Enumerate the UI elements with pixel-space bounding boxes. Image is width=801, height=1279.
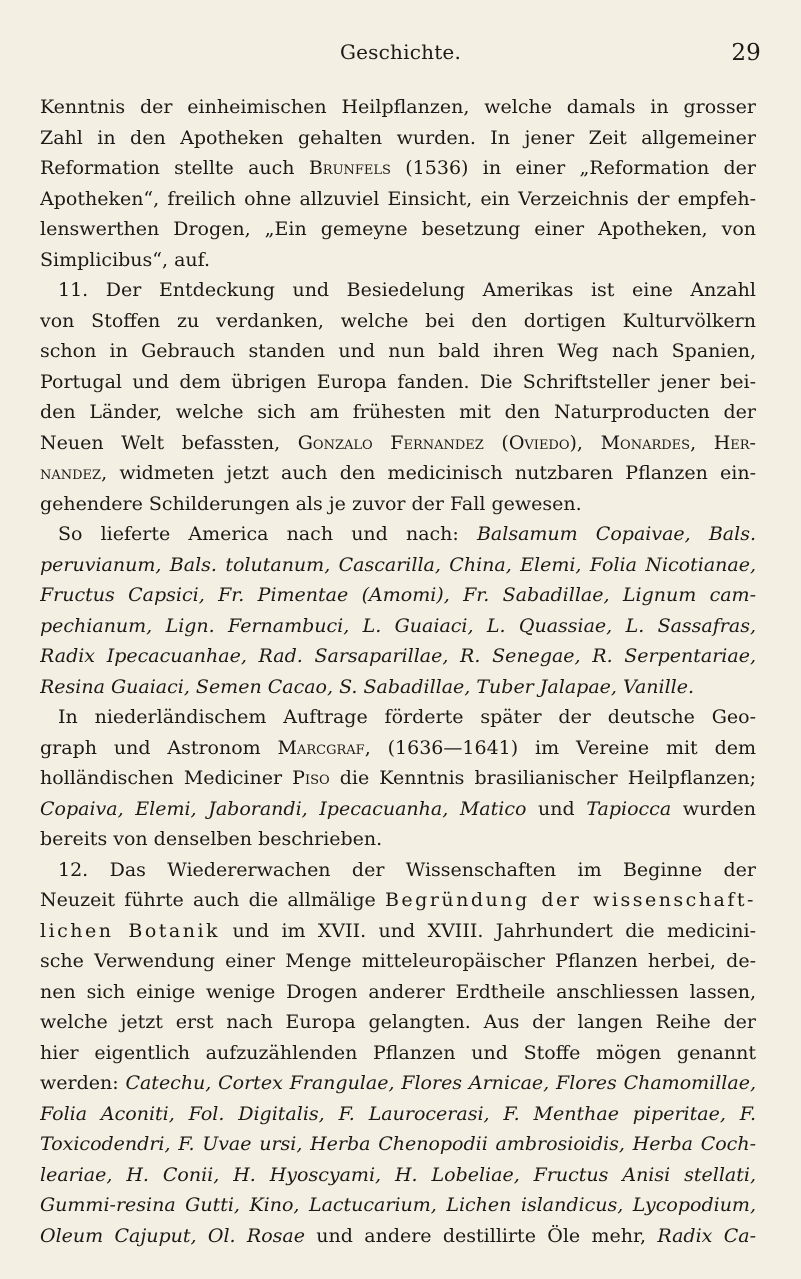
text-line	[40, 458, 756, 489]
text-run: ,	[690, 431, 714, 454]
italic-text: pechianum, Lign. Fernambuci, L. Guaiaci, L. Quassiae, L. Sassafras,	[40, 614, 756, 637]
spaced-emphasis: lichen Botanik	[40, 919, 221, 942]
text-line	[40, 123, 756, 154]
author-name: Oviedo	[508, 431, 570, 454]
text-line	[40, 672, 756, 703]
text-run: Kenntnis der einheimischen Heilpflanzen, welche damals in grosser	[40, 96, 756, 118]
text-line	[40, 428, 756, 459]
text-run: , widmeten jetzt auch den medicinisch nutzbaren Pflanzen ein-	[101, 462, 756, 484]
text-run: wurden	[671, 797, 756, 820]
page-number: 29	[731, 40, 761, 66]
author-name: Marcgraf	[277, 736, 365, 759]
text-line	[40, 214, 756, 245]
text-run: den Länder, welche sich am frühesten mit den Naturproducten der	[40, 401, 756, 423]
text-line	[40, 489, 756, 520]
text-line	[40, 1221, 756, 1252]
text-run: und andere destillirte Öle mehr,	[304, 1224, 658, 1247]
text-line	[40, 275, 756, 306]
author-name: Monardes	[600, 431, 691, 454]
text-line	[40, 641, 756, 672]
text-line	[40, 885, 756, 916]
body-text	[40, 92, 756, 1251]
text-line	[40, 336, 756, 367]
text-line	[40, 550, 756, 581]
italic-text: Radix Ipecacuanhae, Rad. Sarsaparillae, R. Senegae, R. Serpentariae,	[40, 645, 756, 667]
text-run: welche jetzt erst nach Europa gelangten. Aus der langen Reihe der	[40, 1011, 756, 1033]
text-line	[40, 824, 756, 855]
text-run: Neuen Welt befassten,	[40, 431, 298, 454]
text-run: bereits von denselben beschrieben.	[40, 828, 383, 850]
text-line	[40, 367, 756, 398]
italic-text: Catechu, Cortex Frangulae, Flores Arnicae, Flores Chamomillae,	[125, 1072, 756, 1094]
italic-text: leariae, H. Conii, H. Hyoscyami, H. Lobeliae, Fructus Anisi stellati,	[40, 1163, 756, 1186]
text-run: und	[526, 797, 587, 820]
text-run: , (1636—1641) im Vereine mit dem	[364, 736, 756, 759]
spaced-emphasis: Begründung der wissenschaft-	[384, 889, 756, 911]
text-line	[40, 611, 756, 642]
text-line	[40, 946, 756, 977]
italic-text: peruvianum, Bals. tolutanum, Cascarilla, China, Elemi, Folia Nicotianae,	[40, 553, 756, 576]
text-line	[40, 92, 756, 123]
text-run: graph und Astronom	[40, 736, 278, 759]
text-run: Neuzeit führte auch die allmälige	[40, 889, 385, 911]
text-run: Zahl in den Apotheken gehalten wurden. In jener Zeit allgemeiner	[40, 126, 756, 149]
text-line	[40, 763, 756, 794]
text-line	[40, 977, 756, 1008]
author-name: Her-	[713, 431, 756, 454]
text-line	[40, 153, 756, 184]
text-line	[40, 245, 756, 276]
text-run: die Kenntnis brasilianischer Heilpflanzen;	[329, 767, 756, 789]
italic-text: Resina Guaiaci, Semen Cacao, S. Sabadillae, Tuber Jalapae, Vanille.	[40, 675, 695, 698]
text-run: 12. Das Wiedererwachen der Wissenschaften im Beginne der	[58, 858, 756, 881]
text-run: gehendere Schilderungen als je zuvor der Fall gewesen.	[40, 492, 582, 515]
text-line	[40, 733, 756, 764]
text-line	[40, 1160, 756, 1191]
text-run: Apotheken“, freilich ohne allzuviel Einsicht, ein Verzeichnis der empfeh-	[40, 187, 756, 210]
text-run: lenswerthen Drogen, „Ein gemeyne besetzung einer Apotheken, von	[40, 218, 756, 240]
author-name: Piso	[292, 767, 330, 789]
italic-text: Fructus Capsici, Fr. Pimentae (Amomi), Fr. Sabadillae, Lignum cam-	[40, 584, 756, 606]
italic-text: Folia Aconiti, Fol. Digitalis, F. Laurocerasi, F. Menthae piperitae, F.	[40, 1102, 756, 1125]
text-run: werden:	[40, 1072, 126, 1094]
text-line	[40, 916, 756, 947]
text-run: ),	[569, 431, 601, 454]
running-title: Geschichte.	[339, 40, 462, 64]
text-run: Simplicibus“, auf.	[40, 248, 211, 271]
author-name: Gonzalo Fernandez	[297, 431, 484, 454]
text-run: 11. Der Entdeckung und Besiedelung Amerikas ist eine Anzahl	[58, 279, 756, 301]
italic-text: Radix Ca-	[657, 1224, 756, 1247]
text-line	[40, 519, 756, 550]
text-run: In niederländischem Auftrage förderte später der deutsche Geo-	[58, 706, 756, 728]
italic-text: Copaiva, Elemi, Jaborandi, Ipecacuanha, Matico	[40, 797, 527, 820]
text-run: So lieferte America nach und nach:	[58, 523, 477, 545]
text-run: hier eigentlich aufzuzählenden Pflanzen und Stoffe mögen genannt	[40, 1041, 756, 1064]
text-run: holländischen Mediciner	[40, 767, 293, 789]
text-run: (1536) in einer „Reformation der	[390, 157, 756, 179]
text-line	[40, 1007, 756, 1038]
text-line	[40, 306, 756, 337]
text-line	[40, 1129, 756, 1160]
author-name: Brunfels	[308, 157, 391, 179]
text-run: von Stoffen zu verdanken, welche bei den dortigen Kulturvölkern	[40, 309, 756, 332]
text-line	[40, 580, 756, 611]
text-run: und im XVII. und XVIII. Jahrhundert die medicini-	[220, 919, 756, 942]
text-line	[40, 702, 756, 733]
italic-text: Oleum Cajuput, Ol. Rosae	[40, 1224, 305, 1247]
text-line	[40, 855, 756, 886]
text-line	[40, 1068, 756, 1099]
italic-text: Tapiocca	[586, 797, 672, 820]
text-run: schon in Gebrauch standen und nun bald ihren Weg nach Spanien,	[40, 340, 756, 362]
italic-text: Balsamum Copaivae, Bals.	[476, 523, 756, 545]
text-line	[40, 794, 756, 825]
text-line	[40, 1099, 756, 1130]
text-run: sche Verwendung einer Menge mitteleuropäischer Pflanzen herbei, de-	[40, 950, 756, 972]
text-line	[40, 397, 756, 428]
author-name: nandez	[40, 462, 102, 484]
text-line	[40, 184, 756, 215]
running-header	[40, 40, 761, 80]
italic-text: Toxicodendri, F. Uvae ursi, Herba Chenopodii ambrosioidis, Herba Coch-	[40, 1133, 756, 1155]
text-run: Reformation stellte auch	[40, 157, 309, 179]
text-line	[40, 1038, 756, 1069]
text-run: Portugal und dem übrigen Europa fanden. Die Schriftsteller jener bei-	[40, 370, 756, 393]
italic-text: Gummi-resina Gutti, Kino, Lactucarium, Lichen islandicus, Lycopodium,	[40, 1194, 756, 1216]
text-run: nen sich einige wenige Drogen anderer Erdtheile anschliessen lassen,	[40, 980, 756, 1003]
text-run: (	[483, 431, 509, 454]
text-line	[40, 1190, 756, 1221]
